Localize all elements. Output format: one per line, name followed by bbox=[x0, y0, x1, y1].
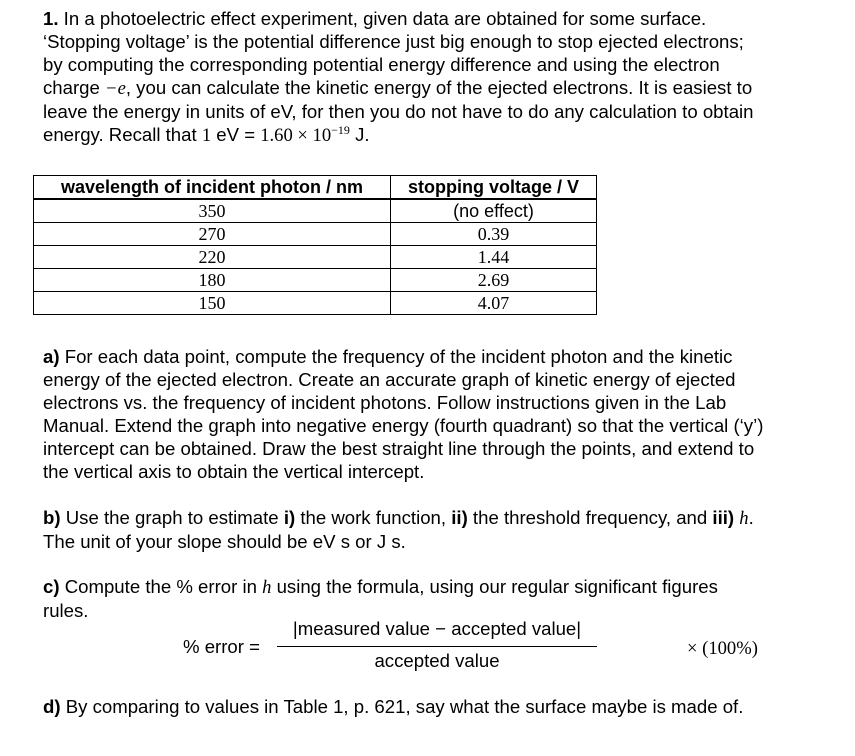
table-row bbox=[34, 199, 597, 223]
intro-line-4: charge −e, you can calculate the kinetic energy of the ejected electrons. It is easiest to bbox=[43, 77, 753, 99]
ev-conversion-value: 1.60 × 10 bbox=[260, 125, 332, 146]
table-row bbox=[34, 292, 597, 315]
voltage-cell: 4.07 bbox=[391, 292, 597, 315]
intro-line-2: ‘Stopping voltage’ is the potential difference just big enough to stop ejected electrons; bbox=[43, 31, 744, 52]
formula-rhs: × (100%) bbox=[687, 638, 758, 659]
fraction-bar bbox=[277, 646, 597, 647]
part-b-label: b) bbox=[43, 507, 61, 528]
percent-error-formula bbox=[183, 617, 758, 677]
part-d-paragraph: d) By comparing to values in Table 1, p. 621, say what the surface maybe is made of. bbox=[43, 696, 744, 717]
part-d-label: d) bbox=[43, 696, 61, 717]
voltage-cell: 1.44 bbox=[391, 246, 597, 269]
wavelength-cell: 350 bbox=[34, 199, 391, 223]
wavelength-cell: 150 bbox=[34, 292, 391, 315]
planck-symbol: h bbox=[739, 508, 749, 529]
formula-lhs: % error = bbox=[183, 636, 260, 657]
intro-paragraph bbox=[43, 7, 833, 147]
part-c-paragraph: c) Compute the % error in h using the formula, using our regular significant figures rules. bbox=[43, 576, 718, 621]
stopping-voltage-header: stopping voltage / V bbox=[391, 176, 597, 200]
question-number: 1. bbox=[43, 8, 59, 29]
formula-numerator: |measured value − accepted value| bbox=[292, 618, 582, 639]
wavelength-cell: 270 bbox=[34, 223, 391, 246]
electron-charge-symbol: −e bbox=[105, 78, 126, 99]
intro-line-3: by computing the corresponding potential energy difference and using the electron bbox=[43, 54, 720, 75]
table-header-row bbox=[34, 176, 597, 200]
wavelength-cell: 180 bbox=[34, 269, 391, 292]
table-row bbox=[34, 246, 597, 269]
wavelength-header: wavelength of incident photon / nm bbox=[34, 176, 391, 200]
intro-line-1: 1. In a photoelectric effect experiment, given data are obtained for some surface. bbox=[43, 8, 707, 29]
part-c-label: c) bbox=[43, 576, 60, 597]
data-table bbox=[33, 175, 597, 315]
intro-line-6: energy. Recall that 1 eV = $1.60 \times 10^{-19}$ J. bbox=[43, 122, 370, 146]
part-a-paragraph: a) For each data point, compute the frequency of the incident photon and the kinetic energy of the ejected electron. Create an accurate graph of kinetic energy of ejected electrons vs. the frequency of incident photons. Follow instructions given in the Lab Manual. Extend the graph into negative energy (fourth quadrant) so that the vertical (‘y’) intercept can be obtained. Draw the best straight line through the points, and extend to the vertical axis to obtain the vertical intercept. bbox=[43, 346, 764, 482]
table-row bbox=[34, 223, 597, 246]
planck-symbol: h bbox=[262, 577, 272, 598]
voltage-cell: 0.39 bbox=[391, 223, 597, 246]
voltage-cell: 2.69 bbox=[391, 269, 597, 292]
wavelength-cell: 220 bbox=[34, 246, 391, 269]
ev-conversion-exponent: −19 bbox=[331, 122, 350, 137]
voltage-cell: (no effect) bbox=[391, 199, 597, 223]
part-a-label: a) bbox=[43, 346, 60, 367]
intro-line-5: leave the energy in units of eV, for then you do not have to do any calculation to obtain bbox=[43, 101, 754, 122]
part-b-paragraph: b) Use the graph to estimate i) the work function, ii) the threshold frequency, and iii) h. The unit of your slope should be eV s or J s. bbox=[43, 507, 754, 552]
table-row bbox=[34, 269, 597, 292]
formula-denominator: accepted value bbox=[374, 650, 500, 671]
